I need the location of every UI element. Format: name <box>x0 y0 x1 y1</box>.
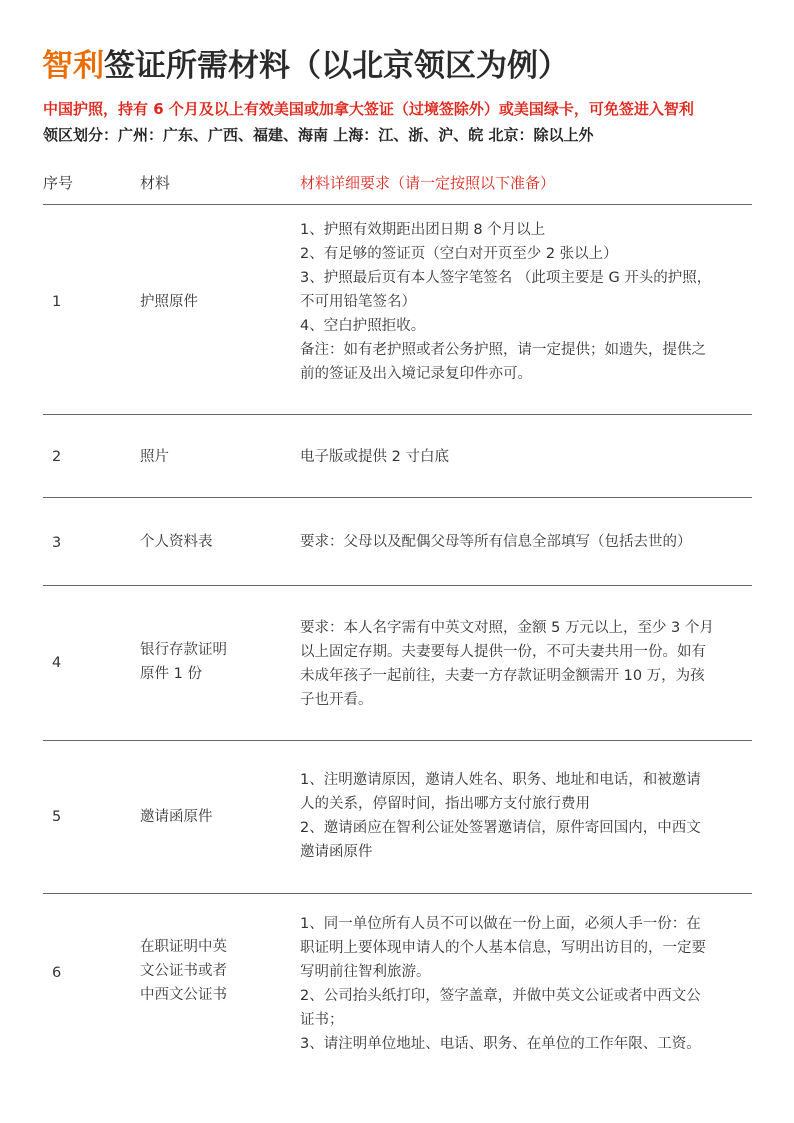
detail-line: 写明前往智利旅游。 <box>300 964 431 980</box>
detail-line: 要求：本人名字需有中英文对照，金额 5 万元以上，至少 3 个月 <box>300 620 714 636</box>
row-number: 5 <box>52 809 62 825</box>
detail-line: 证书； <box>300 1012 344 1028</box>
row-detail <box>300 912 754 1056</box>
row-detail <box>300 218 754 386</box>
title-highlight: 智利 <box>42 48 104 84</box>
header-detail: 材料详细要求（请一定按照以下准备） <box>300 174 556 192</box>
row-number: 1 <box>52 294 62 310</box>
consular-regions: 领区划分：广州：广东、广西、福建、海南 上海：江、浙、沪、皖 北京：除以上外 <box>43 126 594 144</box>
material-name-line: 护照原件 <box>140 294 198 310</box>
row-detail <box>300 616 754 712</box>
row-number: 4 <box>52 655 62 671</box>
table-rule <box>43 204 752 205</box>
detail-line: 3、护照最后页有本人签字笔签名 （此项主要是 G 开头的护照， <box>300 270 712 286</box>
detail-line: 2、邀请函应在智利公证处签署邀请信，原件寄回国内，中西文 <box>300 820 701 836</box>
table-rule <box>43 585 752 586</box>
title-rest: 签证所需材料（以北京领区为例） <box>104 48 569 84</box>
detail-line: 职证明上要体现申请人的个人基本信息，写明出访目的，一定要 <box>300 940 706 956</box>
material-name-line: 文公证书或者 <box>140 963 227 979</box>
material-name-line: 邀请函原件 <box>140 809 213 825</box>
row-detail <box>300 768 754 864</box>
header-seq: 序号 <box>43 174 74 192</box>
table-rule <box>43 893 752 894</box>
material-name-line: 银行存款证明 <box>140 642 227 658</box>
detail-line: 1、注明邀请原因，邀请人姓名、职务、地址和电话，和被邀请 <box>300 772 701 788</box>
row-material-name <box>140 445 270 469</box>
detail-line: 备注：如有老护照或者公务护照，请一定提供；如遗失，提供之 <box>300 342 706 358</box>
detail-line: 1、同一单位所有人员不可以做在一份上面，必须人手一份：在 <box>300 916 701 932</box>
row-material-name <box>140 805 270 829</box>
detail-line: 前的签证及出入境记录复印件亦可。 <box>300 366 532 382</box>
row-material-name <box>140 935 270 1007</box>
detail-line: 以上固定存期。夫妻要每人提供一份，不可夫妻共用一份。如有 <box>300 644 706 660</box>
row-number: 6 <box>52 965 62 981</box>
visa-exemption-notice: 中国护照，持有 6 个月及以上有效美国或加拿大签证（过境签除外）或美国绿卡，可免签进入智利 <box>43 100 694 118</box>
material-name-line: 个人资料表 <box>140 534 213 550</box>
row-detail <box>300 445 754 469</box>
detail-line: 未成年孩子一起前往，夫妻一方存款证明金额需开 10 万，为孩 <box>300 668 705 684</box>
header-material: 材料 <box>140 174 171 192</box>
detail-line: 2、公司抬头纸打印，签字盖章，并做中英文公证或者中西文公 <box>300 988 701 1004</box>
row-material-name <box>140 530 270 554</box>
table-rule <box>43 414 752 415</box>
table-rule <box>43 497 752 498</box>
row-material-name <box>140 638 270 686</box>
detail-line: 子也开看。 <box>300 692 373 708</box>
material-name-line: 原件 1 份 <box>140 666 202 682</box>
row-detail <box>300 530 754 554</box>
material-name-line: 中西文公证书 <box>140 987 227 1003</box>
detail-line: 电子版或提供 2 寸白底 <box>300 449 449 465</box>
material-name-line: 在职证明中英 <box>140 939 227 955</box>
detail-line: 2、有足够的签证页（空白对开页至少 2 张以上） <box>300 246 618 262</box>
detail-line: 4、空白护照拒收。 <box>300 318 426 334</box>
row-material-name <box>140 290 270 314</box>
detail-line: 人的关系，停留时间，指出哪方支付旅行费用 <box>300 796 590 812</box>
row-number: 3 <box>52 535 62 551</box>
detail-line: 邀请函原件 <box>300 844 373 860</box>
detail-line: 3、请注明单位地址、电话、职务、在单位的工作年限、工资。 <box>300 1036 701 1052</box>
detail-line: 不可用铅笔签名） <box>300 294 416 310</box>
material-name-line: 照片 <box>140 449 169 465</box>
page-title <box>42 40 569 85</box>
row-number: 2 <box>52 449 62 465</box>
detail-line: 要求：父母以及配偶父母等所有信息全部填写（包括去世的） <box>300 534 692 550</box>
table-rule <box>43 740 752 741</box>
detail-line: 1、护照有效期距出团日期 8 个月以上 <box>300 222 546 238</box>
